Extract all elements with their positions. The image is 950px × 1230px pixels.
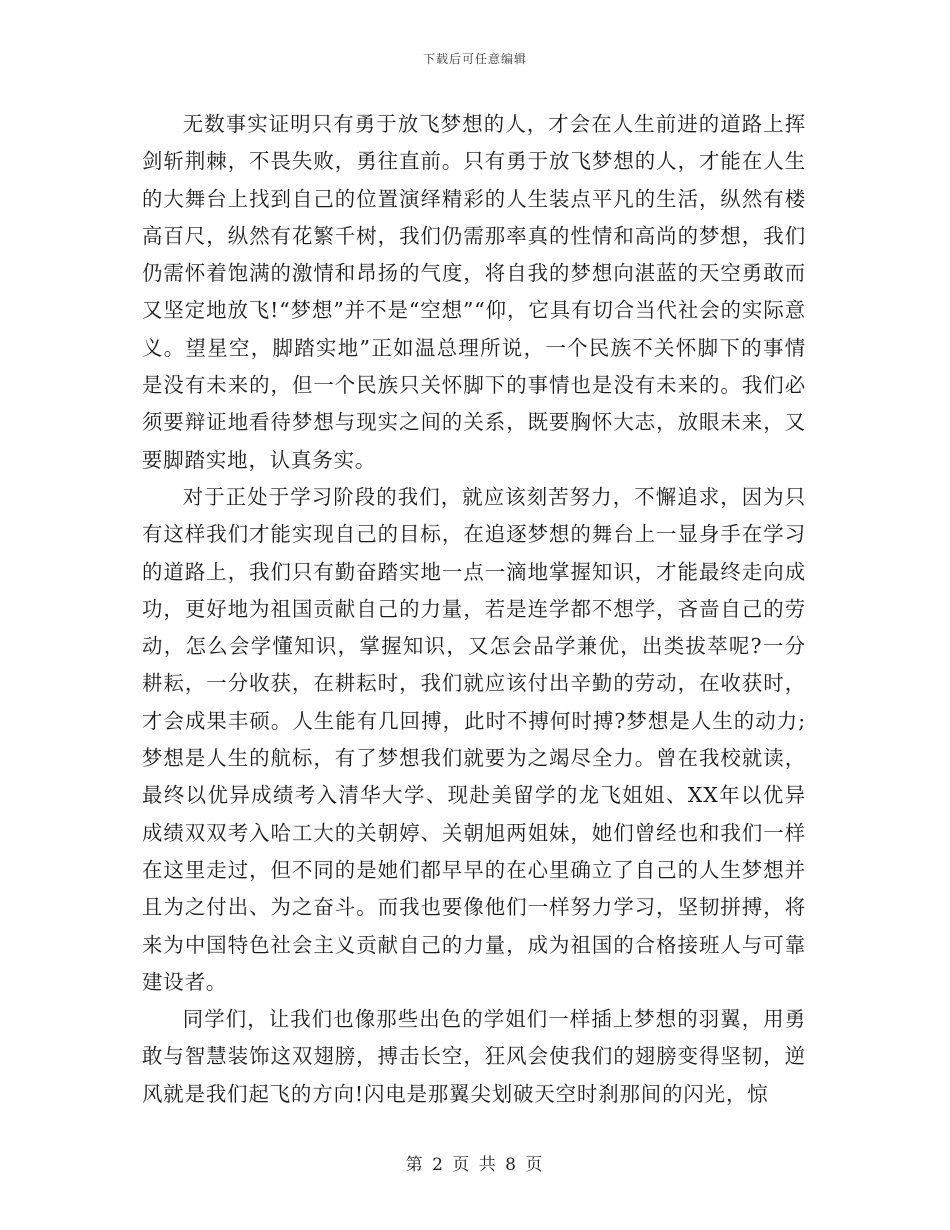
document-body — [142, 106, 806, 1113]
paragraph-2: 对于正处于学习阶段的我们，就应该刻苦努力，不懈追求，因为只有这样我们才能实现自己的目标，在追逐梦想的舞台上一显身手在学习的道路上，我们只有勤奋踏实地一点一滴地掌握知识，才能最终走向成功，更好地为祖国贡献自己的力量，若是连学都不想学，吝啬自己的劳动，怎么会学懂知识，掌握知识，又怎会品学兼优，出类拔萃呢?一分耕耘，一分收获，在耕耘时，我们就应该付出辛勤的劳动，在收获时，才会成果丰硕。人生能有几回搏，此时不搏何时搏?梦想是人生的动力;梦想是人生的航标，有了梦想我们就要为之竭尽全力。曾在我校就读，最终以优异成绩考入清华大学、现赴美留学的龙飞姐姐、XX年以优异成绩双双考入哈工大的关朝婷、关朝旭两姐妹，她们曾经也和我们一样在这里走过，但不同的是她们都早早的在心里确立了自己的人生梦想并且为之付出、为之奋斗。而我也要像他们一样努力学习，坚韧拼搏，将来为中国特色社会主义贡献自己的力量，成为祖国的合格接班人与可靠建设者。 — [142, 484, 806, 994]
paragraph-3: 同学们，让我们也像那些出色的学姐们一样插上梦想的羽翼，用勇敢与智慧装饰这双翅膀，搏击长空，狂风会使我们的翅膀变得坚韧，逆风就是我们起飞的方向!闪电是那翼尖划破天空时刹那间的闪光，惊 — [142, 1007, 806, 1106]
page-footer: 第 2 页 共 8 页 — [405, 1155, 545, 1175]
page-header: 下载后可任意编辑 — [422, 52, 527, 66]
paragraph-1: 无数事实证明只有勇于放飞梦想的人，才会在人生前进的道路上挥剑斩荆棘，不畏失败，勇往直前。只有勇于放飞梦想的人，才能在人生的大舞台上找到自己的位置演绎精彩的人生装点平凡的生活，纵然有楼高百尺，纵然有花繁千树，我们仍需那率真的性情和高尚的梦想，我们仍需怀着饱满的激情和昂扬的气度，将自我的梦想向湛蓝的天空勇敢而又坚定地放飞!“梦想”并不是“空想”“仰，它具有切合当代社会的实际意义。望星空，脚踏实地”正如温总理所说，一个民族不关怀脚下的事情是没有未来的，但一个民族只关怀脚下的事情也是没有未来的。我们必须要辩证地看待梦想与现实之间的关系，既要胸怀大志，放眼未来，又要脚踏实地，认真务实。 — [142, 112, 806, 472]
